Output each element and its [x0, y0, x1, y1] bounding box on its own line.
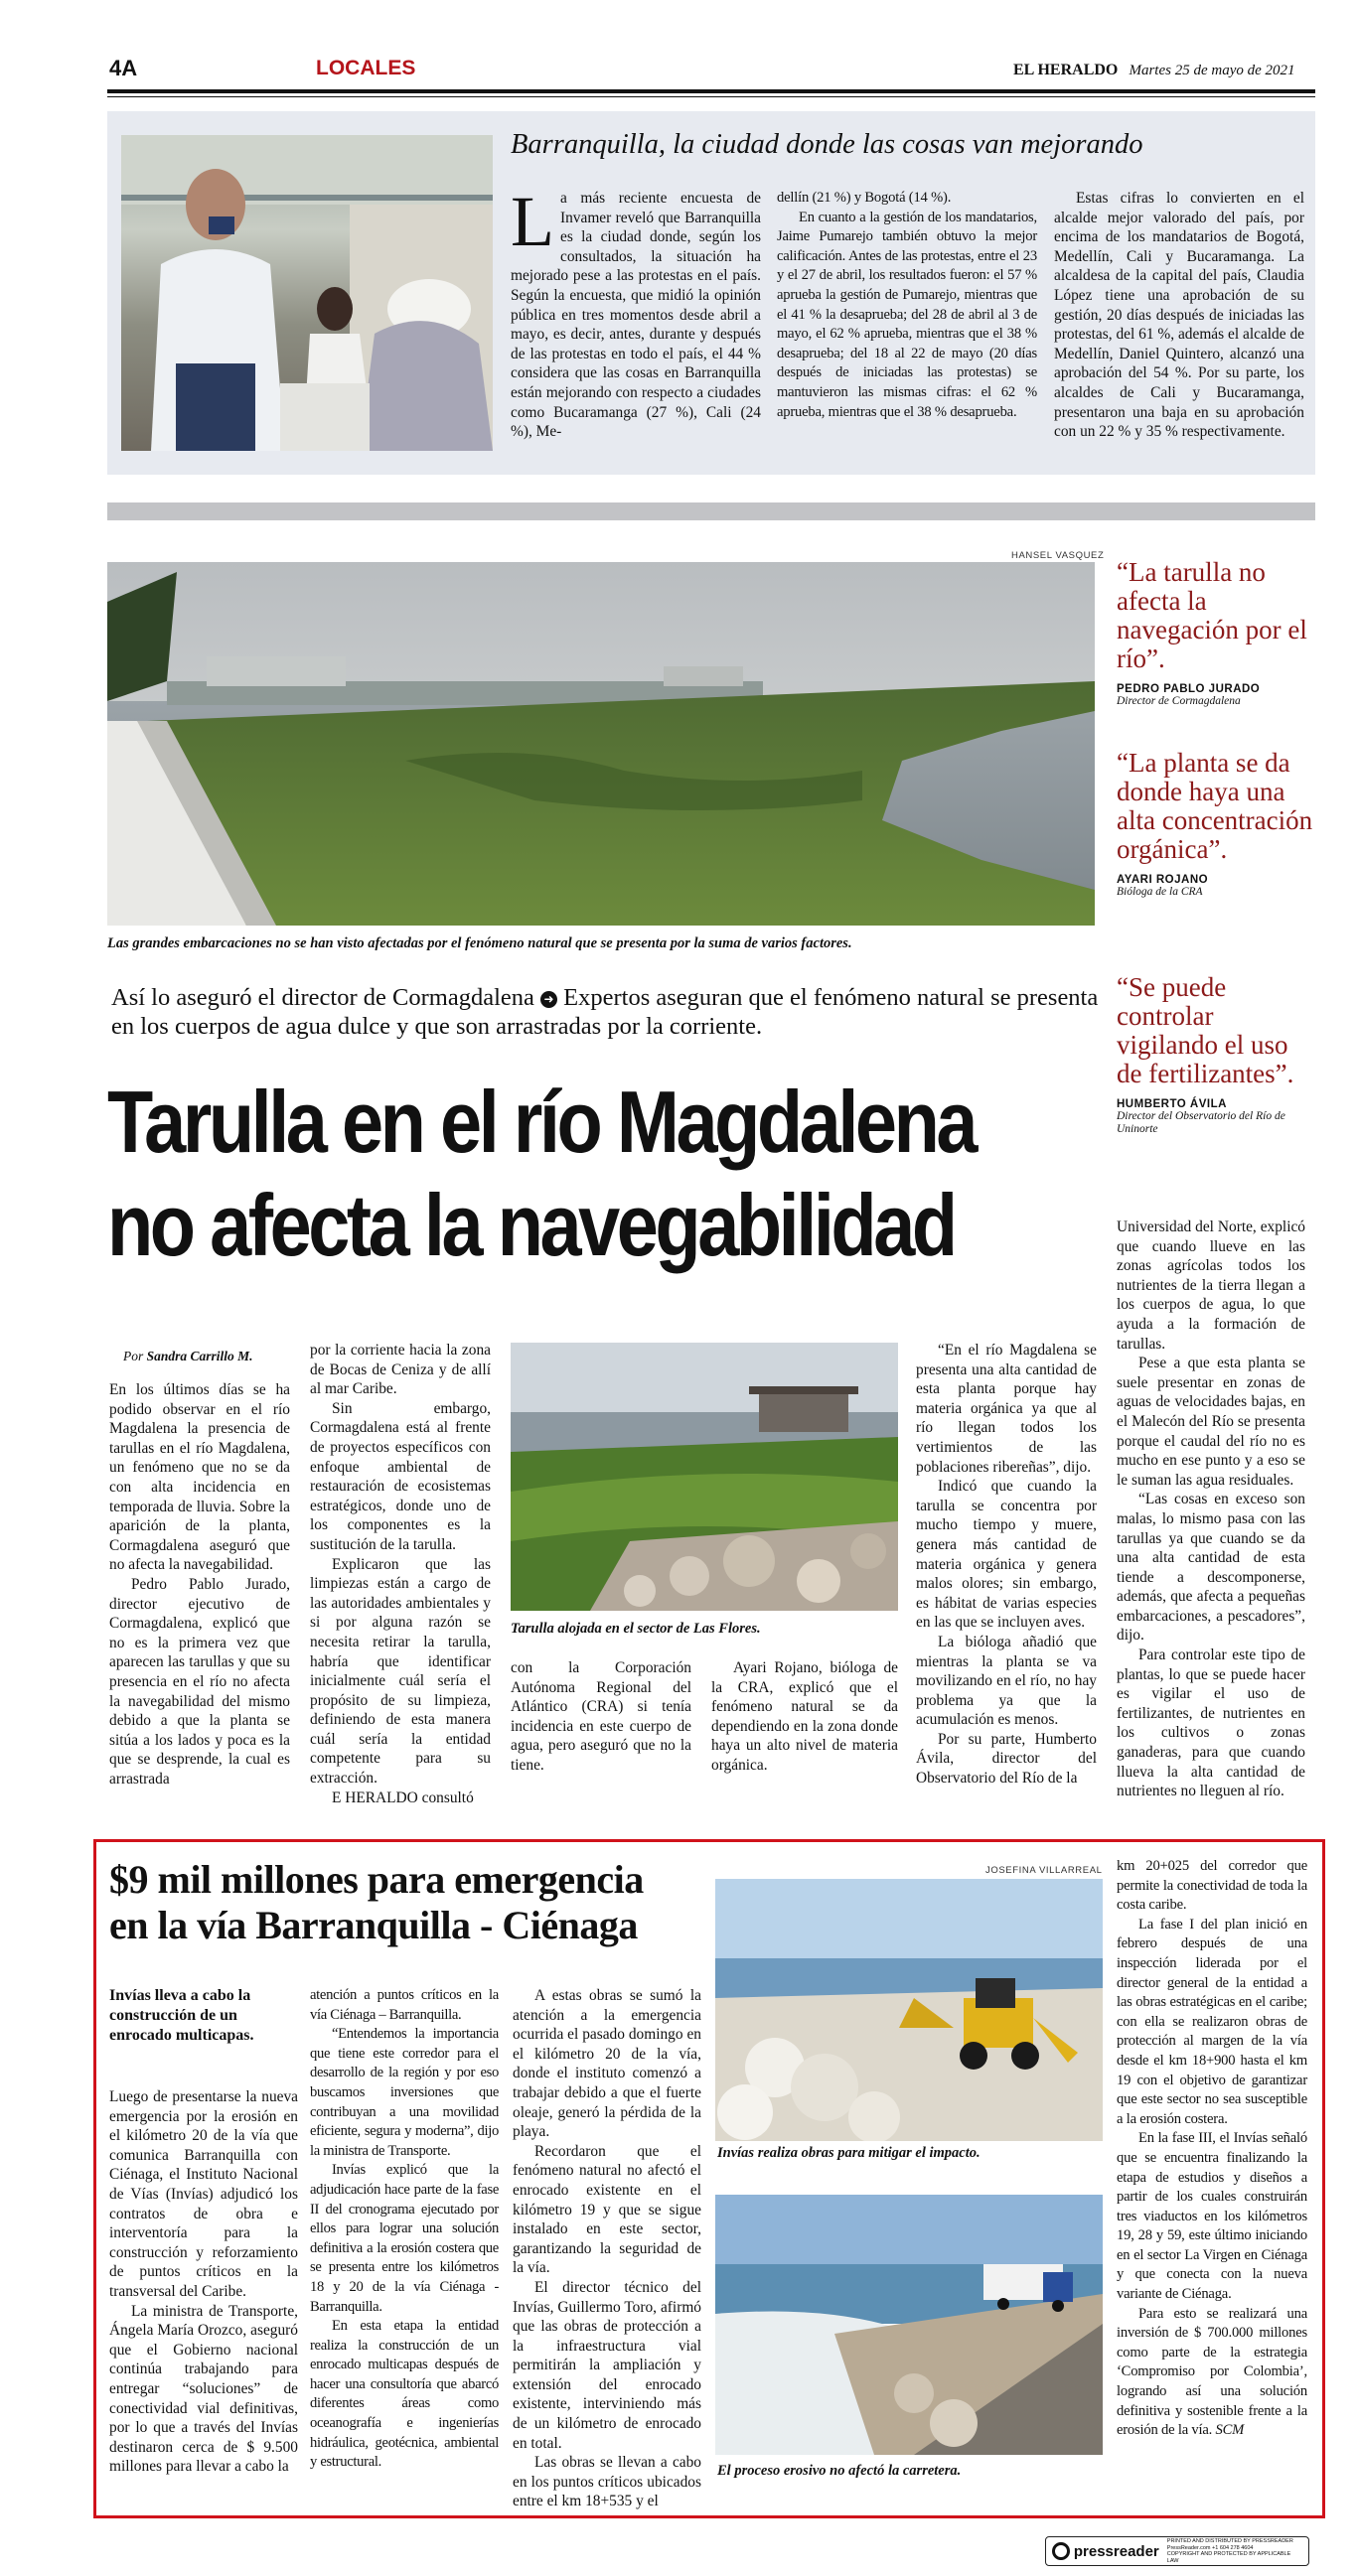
byline: [123, 1349, 253, 1364]
main-col5: [916, 1341, 1097, 1789]
quote-2-text: “La planta se da donde haya una alta concentración orgánica”.: [1117, 748, 1313, 864]
excavator-photo-illustration: [715, 1879, 1103, 2141]
main-headline-line1: Tarulla en el río Magdalena: [107, 1073, 976, 1171]
main-col5d-text: Por su parte, Humberto Ávila, director del Observatorio del Río de la: [916, 1730, 1097, 1788]
quote-2: [1117, 749, 1315, 899]
bottom-photo-1: [715, 1879, 1103, 2141]
section-bar: [107, 502, 1315, 520]
bottom-col4-text: km 20+025 del corredor que permite la conectividad de toda la costa caribe.: [1117, 1858, 1307, 1914]
bottom-col2-text: atención a puntos críticos en la vía Ciénaga – Barranquilla.: [310, 1987, 499, 2023]
main-col5-text: “En el río Magdalena se presenta una alta cantidad de esta planta porque hay materia orgánica ya que al río llegan todos los vertimientos de las poblaciones ribereñas”, dijo.: [916, 1342, 1097, 1476]
quote-3-role: Director del Observatorio del Río de Uninorte: [1117, 1110, 1285, 1135]
main-photo-caption: Las grandes embarcaciones no se han visto afectadas por el fenómeno natural que se presenta por la suma de varios factores.: [107, 935, 852, 951]
bottom-col3: [513, 1986, 701, 2511]
main-col2c-text: Explicaron que las limpiezas están a cargo de las autoridades ambientales y si por alguna razón se necesita retirar la tarulla, habría que identificar inicialmente cuál sería el propósito de su limpieza, definiendo de esta manera cuál sería la entidad competente para su extracción.: [310, 1555, 491, 1788]
main-headline-line2: no afecta la navegabilidad: [107, 1176, 955, 1274]
bottom-col4c-text: En la fase III, el Invías señaló que se encuentra finalizando la etapa de estudios y diseños a partir de los cuales construirán tres viaductos en los kilómetros 19, 28 y 59, este último iniciando en el sector La Virgen en Ciénaga y que conecta con la nueva variante de Ciénaga.: [1117, 2130, 1307, 2303]
bottom-col3b-text: Recordaron que el fenómeno natural no afectó el enrocado existente en el kilómetro 19 y que se sigue instalado en este sector, garantizando la seguridad de la vía.: [513, 2142, 701, 2277]
top-story-title: Barranquilla, la ciudad donde las cosas van mejorando: [511, 129, 1143, 160]
pressreader-fineprint: [1167, 2538, 1302, 2564]
byline-prefix: Por: [123, 1349, 144, 1363]
tarulla-photo: [511, 1343, 898, 1611]
bottom-headline: [109, 1857, 705, 1948]
main-col6c-text: “Las cosas en exceso son malas, lo mismo pasa con las tarullas ya que cuando se da una alta cantidad de esta tiende a descomponerse, además, que afecta a pequeñas embarcaciones, a pescadores”, dijo.: [1117, 1491, 1305, 1645]
bottom-headline-line2: en la vía Barranquilla - Ciénaga: [109, 1903, 638, 1947]
bottom-col2: [310, 1986, 499, 2473]
section-label: LOCALES: [316, 57, 416, 79]
main-headline: [107, 1071, 976, 1277]
pressreader-icon: [1052, 2542, 1070, 2560]
bottom-col4d-text: Para esto se realizará una inversión de $ 700.000 millones como parte de la estrategia ‘Compromiso por Colombia’, logrando así una solución definitiva y sostenible frente a la erosión de la vía.: [1117, 2305, 1307, 2439]
fineprint-3: COPYRIGHT AND PROTECTED BY APPLICABLE LAW: [1166, 2551, 1291, 2564]
erosion-photo-illustration: [715, 2195, 1103, 2455]
bottom-col1b-text: La ministra de Transporte, Ángela María Orozco, aseguró que el Gobierno nacional continúa trabajando para entregar “soluciones” de conectividad vial definitivas, por lo que a través del Invías destinaron cerca de $ 9.500 millones para llevar a cabo la: [109, 2302, 298, 2476]
kicker-part-a: Así lo aseguró el director de Cormagdalena: [111, 984, 534, 1011]
bottom-photo-2: [715, 2195, 1103, 2455]
bottom-col1-text: Luego de presentarse la nueva emergencia por la erosión en el kilómetro 20 de la vía que comunica Barranquilla con Ciénaga, el Instituto Nacional de Vías (Invías) adjudicó los contratos de obra e interventoría para la construcción y reforzamiento de puntos críticos en la transversal del Caribe.: [109, 2088, 298, 2300]
bottom-col2c-text: Invías explicó que la adjudicación hace parte de la fase II del cronograma ejecutado por ellos para lograr una solución definitiva a la erosión costera que se presenta entre los kilómetros 18 y 20 de la vía Ciénaga - Barranquilla.: [310, 2162, 499, 2315]
main-col1b-text: Pedro Pablo Jurado, director ejecutivo de Cormagdalena, explicó que no es la primera vez que aparecen las tarullas y que su presencia en el río no afecta la navegabilidad del mismo debido a que la planta se sitúa a los lados y poca es la que se desprende, la cual es arrastrada: [109, 1575, 290, 1788]
quote-2-role: Bióloga de la CRA: [1117, 886, 1203, 898]
main-col5c-text: La bióloga añadió que mientras la planta se va movilizando en el río, no hay problema ya que la acumulación es menos.: [916, 1633, 1097, 1729]
byline-name: Sandra Carrillo M.: [146, 1349, 253, 1363]
top-story-photo: [121, 135, 493, 451]
top-story-col2b-text: En cuanto a la gestión de los mandatarios, Jaime Pumarejo también obtuvo la mejor calificación. Antes de las protestas, entre el 23 y el 27 de abril, los resultados fueron: el 57 % aprueba la gestión de Pumarejo, mientras que el 41 % la desaprueba; del 28 de abril al 3 de mayo, el 62 % aprueba, mientras que el 38 % desaprueba; del 18 al 22 de mayo (20 días después de iniciadas las protestas) se mantuvieron las mismas cifras: el 62 % aprueba, mientras que el 38 % desaprueba.: [777, 209, 1037, 420]
main-col2: [310, 1341, 491, 1807]
drop-cap: L: [511, 182, 554, 261]
bottom-headline-line1: $9 mil millones para emergencia: [109, 1857, 644, 1902]
kicker-part-b: Expertos aseguran que el fenómeno natural se presenta en los cuerpos de agua dulce y que son arrastradas por la corriente.: [111, 984, 1099, 1040]
main-col2d-text: E HERALDO consultó: [332, 1789, 474, 1806]
bottom-signature: SCM: [1215, 2422, 1245, 2439]
tarulla-photo-caption: Tarulla alojada en el sector de Las Flores.: [511, 1621, 761, 1637]
main-col6d-text: Para controlar este tipo de plantas, lo que se puede hacer es vigilar el uso de fertilizantes, de nutrientes en los cultivos o zonas ganaderas, para que cuando llueva la alta cantidad de nutrientes no lleguen al río.: [1117, 1646, 1305, 1800]
bottom-col2b-text: “Entendemos la importancia que tiene este corredor para el desarrollo de la región y por eso buscamos inversiones que contribuyan a una movilidad eficiente, segura y moderna”, dijo la ministra de Transporte.: [310, 2026, 499, 2159]
quote-3: [1117, 973, 1315, 1136]
main-col1: [109, 1380, 290, 1789]
top-story-col1: [511, 182, 761, 442]
pressreader-logo: pressreader: [1073, 2542, 1159, 2560]
main-col6: [1117, 1217, 1305, 1801]
main-col2b-text: Sin embargo, Cormagdalena está al frente de proyectos específicos con enfoque ambiental de restauración de ecosistemas estratégicos, donde uno de los componentes es la sustitución de la tarulla.: [310, 1399, 491, 1553]
quote-3-text: “Se puede controlar vigilando el uso de fertilizantes”.: [1117, 972, 1294, 1088]
quote-1-role: Director de Cormagdalena: [1117, 695, 1241, 707]
bottom-col3c-text: El director técnico del Invías, Guillermo Toro, afirmó que las obras de protección a la infraestructura vial permitirán la ampliación y extensión del enrocado existente, interviniendo más de un kilómetro de enrocado en total.: [513, 2278, 701, 2452]
main-kicker: [111, 983, 1105, 1041]
quote-3-name: HUMBERTO ÁVILA: [1117, 1098, 1227, 1110]
mayor-photo-illustration: [121, 135, 493, 451]
main-col3: [511, 1658, 691, 1776]
bottom-col2d-text: En esta etapa la entidad realiza la construcción de un enrocado multicapas después de hacer una consultoría que abarcó diferentes áreas como oceanografía e ingenierías hidráulica, geotécnica, ambiental y estructural.: [310, 2318, 499, 2471]
main-col6-text: Universidad del Norte, explicó que cuando llueve en las zonas agrícolas todos los nutrientes de la tierra llegan a los cuerpos de agua, lo que ayuda a la formación de tarullas.: [1117, 1218, 1305, 1353]
quote-1: [1117, 558, 1315, 708]
top-story-col3-text: Estas cifras lo convierten en el alcalde mejor valorado del país, por encima de los mandatarios de Bogotá, Medellín, Cali y Bucaramanga. La alcaldesa de la capital del país, Claudia López tiene una aprobación de su gestión, 20 días después de iniciadas las protestas, del 61 %, además el alcalde de Medellín, Daniel Quintero, alcanzó una aprobación del 54 %. Por su parte, los alcaldes de Cali y Bucaramanga, presentaron una baja en su aprobación con un 22 % y 35 % respectivamente.: [1054, 190, 1304, 441]
bottom-col4: [1117, 1857, 1307, 2441]
issue-date: Martes 25 de mayo de 2021: [1129, 63, 1295, 78]
pressreader-badge[interactable]: [1045, 2536, 1309, 2566]
main-col1-text: En los últimos días se ha podido observar en el río Magdalena la presencia de tarullas en el río Magdalena, un fenómeno que no se da con alta incidencia en temporada de lluvia. Sobre la aparición de la planta, Cormagdalena aseguró que no afecta la navegabilidad.: [109, 1381, 290, 1574]
main-col5b-text: Indicó que cuando la tarulla se concentra por mucho tiempo y muere, genera más cantidad de materia orgánica y genera malos olores; sin embargo, es hábitat de varias especies en las que se incluyen aves.: [916, 1478, 1097, 1632]
main-col6b-text: Pese a que esta planta se suele presentar en zonas de aguas de velocidades bajas, en el Malecón del Río se presenta porque el caudal del río no es mucho en ese punto y a eso se le suman las agua residuales.: [1117, 1355, 1305, 1489]
top-story-col1-text: a más reciente encuesta de Invamer reveló que Barranquilla es la ciudad donde, según los consultados, la situación ha mejorado pese a las protestas en el país. Según la encuesta, que midió la opinión pública en tres momentos desde abril a mayo, es decir, antes, durante y después de las protestas en todo el país, el 44 % considera que las cosas en Barranquilla están mejorando con respecto a ciudades como Bucaramanga (27 %), Cali (24 %), Me-: [511, 190, 761, 441]
bottom-deck: Invías lleva a cabo la construcción de un enrocado multicapas.: [109, 1987, 254, 2044]
main-col4-text: Ayari Rojano, bióloga de la CRA, explicó que el fenómeno natural se da dependiendo en la zona donde haya un alto nivel de materia orgánica.: [711, 1659, 898, 1774]
main-photo: [107, 562, 1095, 926]
brand-name: EL HERALDO: [1013, 62, 1119, 78]
header-rule-thin: [107, 96, 1315, 97]
bottom-photo-1-caption: Invías realiza obras para mitigar el impacto.: [717, 2145, 981, 2161]
main-col3-text: con la Corporación Autónoma Regional del Atlántico (CRA) si tenía incidencia en este cuerpo de agua, pero aseguró que no la tiene.: [511, 1659, 691, 1774]
top-story-col3: [1054, 189, 1304, 442]
main-col2-text: por la corriente hacia la zona de Bocas de Ceniza y de allí al mar Caribe.: [310, 1342, 491, 1398]
page-number: 4A: [109, 56, 138, 80]
bottom-col3d-text: Las obras se llevan a cabo en los puntos críticos ubicados entre el km 18+535 y el: [513, 2454, 701, 2510]
bottom-col3-text: A estas obras se sumó la atención a la emergencia ocurrida el pasado domingo en el kilómetro 20 de la vía, donde el instituto comenzó a trabajar debido a que el fuerte oleaje, generó la pérdida de la playa.: [513, 1987, 701, 2141]
fineprint-2: PressReader.com +1 604 278 4604: [1166, 2544, 1254, 2551]
bottom-photo-credit: JOSEFINA VILLARREAL: [985, 1865, 1103, 1876]
top-story-col2: [777, 189, 1037, 422]
bottom-col1: [109, 2087, 298, 2477]
bottom-photo-2-caption: El proceso erosivo no afectó la carretera.: [717, 2463, 962, 2479]
bottom-col4b-text: La fase I del plan inició en febrero después de una inspección liderada por el director general de la entidad a las obras estratégicas en el caribe; con ella se realizaron obras de protección al margen de la vía desde el km 18+900 hasta el km 19 con el objetivo de garantizar que este sector no sea susceptible a la erosión costera.: [1117, 1916, 1307, 2127]
quote-1-name: PEDRO PABLO JURADO: [1117, 683, 1261, 695]
quote-1-text: “La tarulla no afecta la navegación por el río”.: [1117, 557, 1307, 673]
arrow-circle-icon: ➜: [540, 991, 557, 1008]
fineprint-1: PRINTED AND DISTRIBUTED BY PRESSREADER: [1166, 2538, 1293, 2544]
main-col4: [711, 1658, 898, 1776]
river-photo-illustration: [107, 562, 1095, 926]
header-rule: [107, 89, 1315, 93]
masthead: [1013, 60, 1295, 79]
top-story-col2-text: dellín (21 %) y Bogotá (14 %).: [777, 190, 952, 206]
quote-2-name: AYARI ROJANO: [1117, 874, 1209, 886]
las-flores-photo-illustration: [511, 1343, 898, 1611]
main-photo-credit: HANSEL VASQUEZ: [1011, 550, 1105, 561]
